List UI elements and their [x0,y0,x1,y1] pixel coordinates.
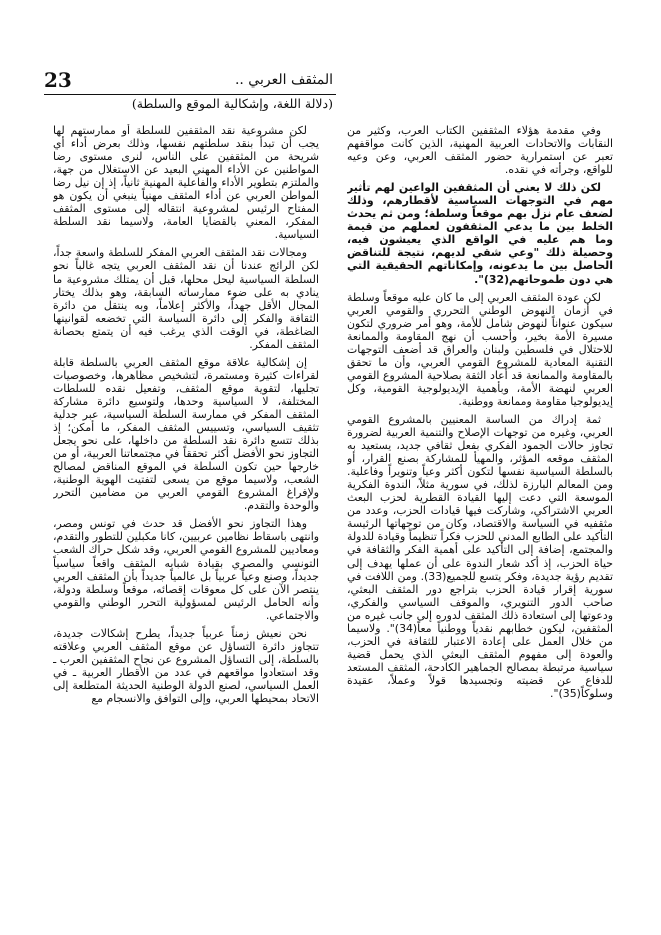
left-column [53,124,319,924]
header-rule [44,94,336,95]
chapter-subtitle: (دلالة اللغة، وإشكالية الموقع والسلطة) [131,96,333,111]
running-title: المثقف العربي .. [234,72,333,88]
text-columns [52,124,613,924]
paragraph: ومجالات نقد المثقف العربي المفكر للسلطة واسعة جداً، لكن الرائج عندنا أن نقد المثقف العربي يتجه غالباً نحو السلطة السياسية ليحل محلها، قبل أن يمتلك مشروعية ما ينادي به على ضوء ممارساته السابقة، وهو بذلك يختار المجال الأقل جهداً، والأكثر إعلاماً، وبه ينتقل من دائرة الثقافة والفكر إلى دائرة السياسة التي تخضعه لقوانينها الضاغطة، في الوقت الذي يرغب فيه أن يتمتع بحصانة المثقف المفكر. [53,246,319,351]
page-number: 23 [44,68,72,92]
paragraph: ثمة إدراك من الساسة المعنيين بالمشروع القومي العربي، وغيره من توجهات الإصلاح والتنمية العربية لضرورة تجاوز حالات الجمود الفكري بفعل ثقافي جديد، يستعيد به المثقف موقعه المؤثر، والمهيأ للمشاركة بصنع القرار، أو بالسلطة السياسية نفسها لتكون أكثر وعياً وتنويراً وفاعلية. ومن المعالم البارزة لذلك، في سورية مثلاً، الندوة الفكرية الموسعة التي دعت إليها القيادة القطرية لحزب البعث العربي الاشتراكي، وشاركت فيها قيادات الحزب، وعدد من مثقفيه في السياسة والاقتصاد، وكان من توجهاتها الرئيسة التأكيد على الطابع المدني للحزب فكراً تنظيماً وقيادة للدولة والمجتمع، إضافة إلى التأكيد على أهمية الفكر والثقافة في حياة الحزب، إذ أكد شعار الندوة على أن عملها يهدف إلى تقديم رؤية جديدة، وفكر يتسع للجميع(33). ومن اللافت في سورية إقرار قيادة الحزب بتراجع دور المثقف البعثي، صاحب الدور التنويري، والموقف السياسي والفكري، ودعوتها إلى استعادة ذلك المثقف لدوره إلى جانب غيره من المثقفين، ليكون خطابهم نقدياً ووطنياً معاً(34)". ولاسيما من خلال العمل على إعادة الاعتبار للثقافة في الحزب، والعودة إلى مفهوم المثقف البعثي الذي يحمل قضية سياسية مرتبطة بمصالح الجماهير الكادحة، المثقف المستعد للدفاع عن قضيته وتجسيدها قولاً وعملاً، عقيدة وسلوكاً(35)". [347,412,613,700]
paragraph: نحن نعيش زمناً عربياً جديداً، يطرح إشكالات جديدة، تتجاوز دائرة التساؤل عن موقع المثقف العربي وعلاقته بالسلطة، إلى التساؤل المشروع عن نجاح المثقفين العرب ـ وقد استعادوا مواقعهم في عدد من الأقطار العربية ـ في العمل السياسي، لصنع الدولة الوطنية الحديثة المتطلعة إلى الاتحاد بمحيطها العربي، وإلى التوافق والانسجام مع [53,626,319,705]
paragraph: إن إشكالية علاقة موقع المثقف العربي بالسلطة قابلة لقراءات كثيرة ومستمرة، لتشخيص مظاهرها، وخصوصيات تجليها، لتقوية موقع المثقف، وتفعيل نقده للسلطات المختلفة، لا السياسية وحدها، ولتوسيع دائرة مشاركة المثقف المفكر في ممارسة السلطة السياسية، عبر جدلية تثقيف السياسي، وتسييس المثقف المفكر، ما أمكن؛ إذ بذلك تتسع دائرة نقد السلطة من داخلها، على نحو يجعل التجاوز نحو الأفضل أكثر تحققاً في مجتمعاتنا العربية، أو من خارجها حين تكون السلطة في الموقع المناقض لمصالح الشعب، ولاسيما موقع من يسعى لتفتيت الهوية الوطنية، ولإفراغ المشروع القومي العربي من مضامين التحرر والوحدة والتقدم. [53,355,319,513]
right-column [347,124,613,924]
paragraph: لكن عودة المثقف العربي إلى ما كان عليه موقعاً وسلطة في أزمان النهوض الوطني التحرري والقومي العربي سيكون عنواناً لنهوض شامل للأمة، وهو أمر ضروري لتكون مسيرة الأمة بخير، وأحسب أن نهج المقاومة والممانعة للاحتلال في فلسطين ولبنان والعراق قد أضعف التوجهات التقنية المعادية للمشروع القومي العربي، وأن ما تحقق بالمقاومة والممانعة قد أعاد الثقة بصلاحية المشروع القومي العربي لنهضة الأمة، وبأهمية الإيديولوجية القومية، وكل إيديولوجيا مقاومة وممانعة ووطنية. [347,290,613,408]
paragraph: لكن مشروعية نقد المثقفين للسلطة أو ممارستهم لها يجب أن تبدأ بنقد سلطتهم نفسها، وذلك بعرض أداء أي شريحة من المثقفين على الناس، لنرى مستوى رضا المواطنين عن الأداء المهني البعيد عن الاستغلال من جهة، والملتزم بتطوير الأداء والفاعلية المهنية ثانياً، إذ إن نيل رضا المواطن العربي عن أداء المثقف مهنياً ينبغي أن يكون هو المفتاح الرئيس لمشروعية انتقاله إلى مستوى المثقف المفكر، المعني بالقضايا العامة، ولاسيما نقد السلطة السياسية. [53,124,319,242]
paragraph-bold: لكن ذلك لا يعني أن المثقفين الواعين لهم تأثير مهم في التوجهات السياسية لأقطارهم، وذلك لضعف عام نزل بهم موقعاً وسلطة؛ ومن ثم يحدث الخلط بين ما يدعي المثقفون لعملهم من قيمة وما هم عليه في الواقع الذي يعيشون فيه، وحصيلة ذلك "وعي شقي لديهم، نتيجة للتناقض الحاصل بين ما يدعونه، وإمكاناتهم الحقيقية التي هي دون طموحاتهم(32)". [347,181,613,286]
paragraph: وهذا التجاوز نحو الأفضل قد حدث في تونس ومصر، وانتهى باسقاط نظامين عربيين، كانا مكبلين للتطور والتقدم، ومعاديين للمشروع القومي العربي، وقد شكل حراك الشعب التونسي والمصري بقيادة شبابه المثقف واقعاً سياسياً جديداً، وصنع وعياً عربياً بل عالمياً جديداً بأن المثقف العربي ينتصر الآن على كل معوقات إقصائه، موقعاً وسلطة ودولة، وأنه الحامل الرئيس لمسؤولية التحرر الوطني والقومي والاجتماعي. [53,517,319,622]
paragraph: وفي مقدمة هؤلاء المثقفين الكتاب العرب، وكثير من النقابات والاتحادات العربية المهنية، الذين كانت مواقفهم تعبر عن استمرارية حضور المثقف العربي، وعن وعيه للواقع، وجرأته في نقده. [347,124,613,177]
